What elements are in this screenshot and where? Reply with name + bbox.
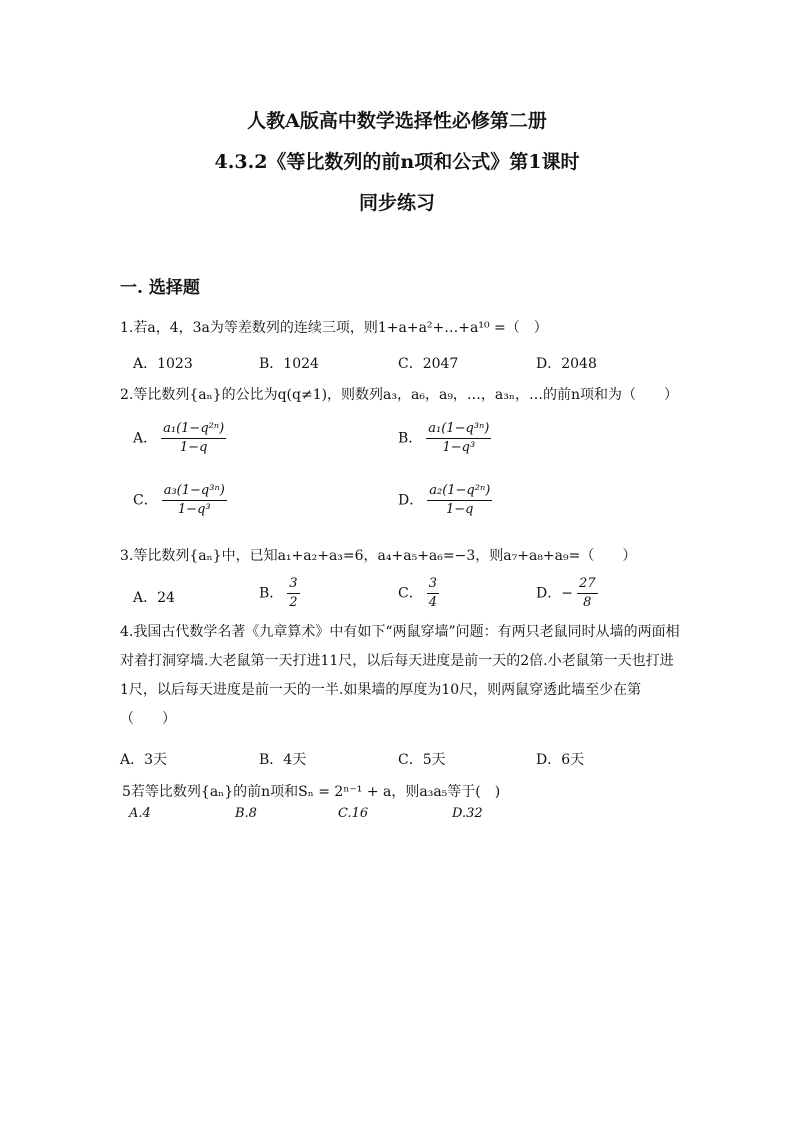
question-4: 4.我国古代数学名著《九章算术》中有如下“两鼠穿墙”问题：有两只老鼠同时从墙的两面相对着打洞穿墙.大老鼠第一天打进11尺，以后每天进度是前一天的2倍.小老鼠第一天也打进1尺，以后每天进度是前一天的一半.如果墙的厚度为10尺，则两鼠穿透此墙至少在第（ ）: [120, 624, 680, 727]
q2-option-a-label: A．: [133, 430, 158, 447]
question-5: 5若等比数列{aₙ}的前n项和Sₙ = 2ⁿ⁻¹ + a，则a₃a₅等于( ): [122, 784, 501, 800]
q2-option-c-frac: [162, 482, 227, 519]
doc-title: 人教A版高中数学选择性必修第二册: [247, 110, 547, 132]
q2-option-b-num: a₁(1−q³ⁿ): [426, 420, 491, 439]
q2-option-d: [398, 482, 492, 519]
q2-option-b-label: B．: [398, 430, 423, 447]
q4-option-a: A．3天: [120, 752, 168, 768]
q3-option-b-frac: [287, 575, 299, 612]
q2-option-c: [133, 482, 227, 519]
q5-option-a: A.4: [129, 806, 151, 821]
q3-option-a: A．24: [133, 590, 175, 606]
q4-option-d: D．6天: [536, 752, 585, 768]
q2-option-d-label: D．: [398, 492, 424, 509]
q1-option-b: B．1024: [259, 356, 319, 372]
q2-option-d-den: 1−q: [446, 502, 474, 517]
question-2: 2.等比数列{aₙ}的公比为q(q≠1)，则数列a₃，a₆，a₉，…，a₃ₙ，…的前n项和为（ ）: [120, 387, 678, 403]
q3-option-d: [536, 575, 598, 612]
q3-option-c-label: C．: [398, 585, 423, 602]
q2-option-b-frac: [426, 420, 491, 457]
q4-option-c: C．5天: [398, 752, 446, 768]
doc-subtitle: 4.3.2《等比数列的前n项和公式》第1课时: [214, 151, 580, 173]
q3-option-d-num: 27: [577, 575, 598, 594]
q5-option-c: C.16: [338, 806, 369, 821]
q5-option-d: D.32: [452, 806, 483, 821]
q4-option-b: B．4天: [259, 752, 307, 768]
q3-option-d-den: 8: [583, 595, 592, 610]
question-1: 1.若a，4，3a为等差数列的连续三项，则1+a+a²+…+a¹⁰ =（ ）: [120, 320, 548, 336]
q3-option-c-den: 4: [428, 595, 437, 610]
q1-option-a: A．1023: [133, 356, 193, 372]
q2-option-b-den: 1−q³: [442, 440, 476, 455]
q3-option-b: [259, 575, 300, 612]
q2-option-a-num: a₁(1−q²ⁿ): [161, 420, 226, 439]
doc-subtitle-2: 同步练习: [358, 192, 435, 214]
question-3: 3.等比数列{aₙ}中，已知a₁+a₂+a₃=6，a₄+a₅+a₆=−3，则a₇+a₈+a₉=（ ）: [120, 548, 637, 564]
q2-option-a: [133, 420, 226, 457]
q2-option-b: [398, 420, 491, 457]
q1-option-c: C．2047: [398, 356, 459, 372]
q2-option-a-den: 1−q: [179, 440, 208, 455]
q2-option-d-frac: [427, 482, 492, 519]
q3-option-b-den: 2: [289, 595, 298, 610]
q3-option-c-num: 3: [427, 575, 439, 594]
q5-option-b: B.8: [235, 806, 257, 821]
q2-option-c-num: a₃(1−q³ⁿ): [162, 482, 227, 501]
q3-option-d-label: D．−: [536, 585, 573, 602]
q3-option-b-num: 3: [287, 575, 299, 594]
section-title: 一. 选择题: [120, 278, 200, 298]
q3-option-d-frac: [577, 575, 598, 612]
q3-option-b-label: B．: [259, 585, 284, 602]
q3-option-c-frac: [427, 575, 439, 612]
q3-option-c: [398, 575, 439, 612]
q1-option-d: D．2048: [536, 356, 597, 372]
q2-option-a-frac: [161, 420, 226, 457]
q2-option-c-label: C．: [133, 492, 158, 509]
q2-option-c-den: 1−q³: [177, 502, 211, 517]
q2-option-d-num: a₂(1−q²ⁿ): [427, 482, 492, 501]
